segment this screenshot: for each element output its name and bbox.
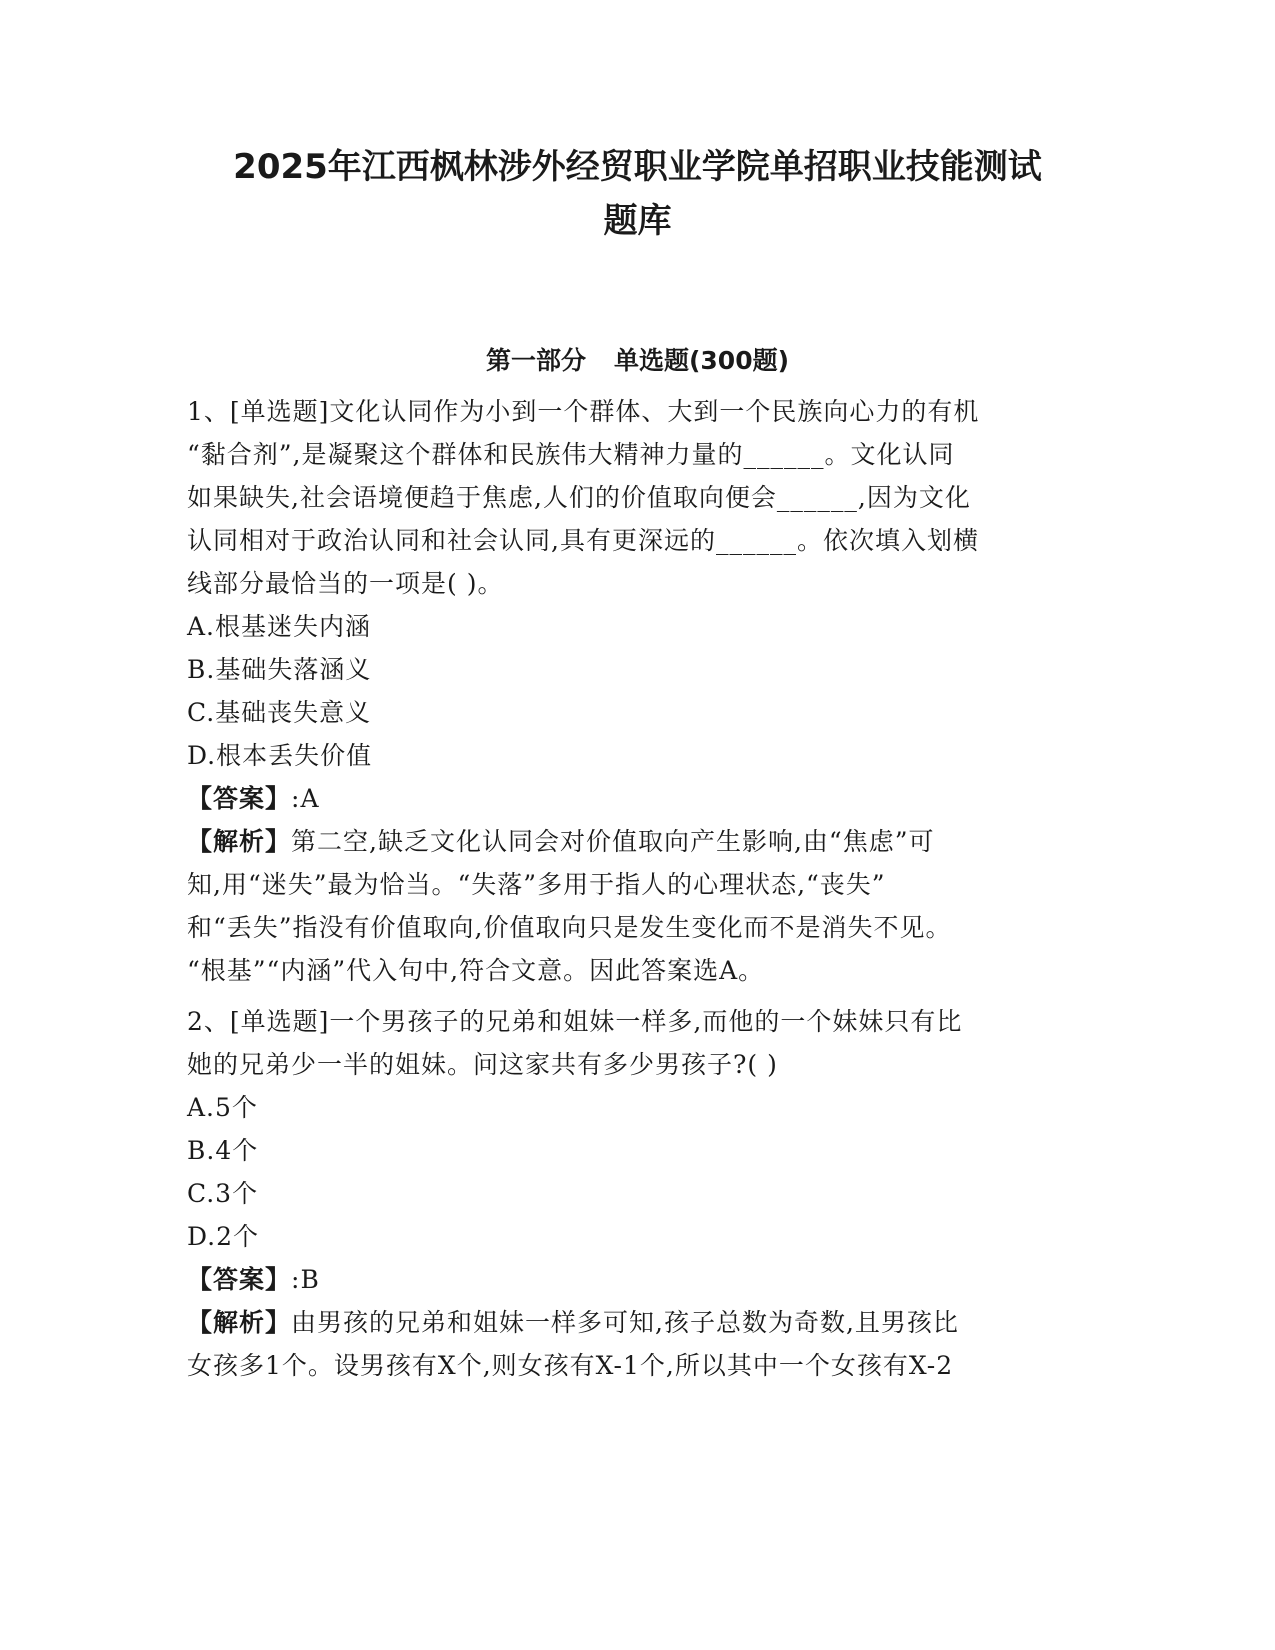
question-1-option-b: B.基础失落涵义 <box>187 655 372 684</box>
question-1-analysis-line: 和“丢失”指没有价值取向,价值取向只是发生变化而不是消失不见。 <box>187 913 952 942</box>
question-1-stem-line: 如果缺失,社会语境便趋于焦虑,人们的价值取向便会______,因为文化 <box>187 483 971 512</box>
question-1-analysis-line <box>187 820 1087 863</box>
answer-label: 【答案】 <box>187 1265 292 1294</box>
answer-value: :A <box>291 784 320 813</box>
question-1-option-d: D.根本丢失价值 <box>187 741 373 770</box>
question-1-analysis-line: 知,用“迷失”最为恰当。“失落”多用于指人的心理状态,“丧失” <box>187 870 886 899</box>
question-2-option-d: D.2个 <box>187 1222 260 1251</box>
question-1-stem-line: 1、[单选题]文化认同作为小到一个群体、大到一个民族向心力的有机 <box>187 397 980 426</box>
question-2-answer <box>187 1258 1087 1301</box>
question-2-analysis-line <box>187 1301 1087 1344</box>
analysis-label: 【解析】 <box>187 1308 292 1337</box>
question-2-analysis-line: 女孩多1个。设男孩有X个,则女孩有X-1个,所以其中一个女孩有X-2 <box>187 1351 954 1380</box>
section-heading <box>150 344 1125 378</box>
question-2-stem-line: 2、[单选题]一个男孩子的兄弟和姐妹一样多,而他的一个妹妹只有比 <box>187 1007 963 1036</box>
question-1-option-c: C.基础丧失意义 <box>187 698 372 727</box>
document-title-line-2: 题库 <box>603 201 672 241</box>
question-2-option-c: C.3个 <box>187 1179 259 1208</box>
question-1-stem-line: 认同相对于政治认同和社会认同,具有更深远的______。依次填入划横 <box>187 526 979 555</box>
question-1-stem-line: 线部分最恰当的一项是( )。 <box>187 569 504 598</box>
section-part-label: 第一部分 <box>485 346 586 375</box>
answer-label: 【答案】 <box>187 784 292 813</box>
analysis-text: 由男孩的兄弟和姐妹一样多可知,孩子总数为奇数,且男孩比 <box>291 1308 959 1337</box>
document-title <box>150 140 1125 248</box>
question-1-analysis-line: “根基”“内涵”代入句中,符合文意。因此答案选A。 <box>187 956 765 985</box>
answer-value: :B <box>291 1265 320 1294</box>
question-1-answer <box>187 777 1087 820</box>
question-2-option-a: A.5个 <box>187 1093 258 1122</box>
document-title-line-1: 2025年江西枫林涉外经贸职业学院单招职业技能测试 <box>233 147 1042 187</box>
question-1-option-a: A.根基迷失内涵 <box>187 612 372 641</box>
question-2-stem-line: 她的兄弟少一半的姐妹。问这家共有多少男孩子?( ) <box>187 1050 778 1079</box>
analysis-text: 第二空,缺乏文化认同会对价值取向产生影响,由“焦虑”可 <box>291 827 935 856</box>
analysis-label: 【解析】 <box>187 827 292 856</box>
question-2 <box>187 1000 1087 1387</box>
question-1 <box>187 390 1087 992</box>
question-1-stem-line: “黏合剂”,是凝聚这个群体和民族伟大精神力量的______。文化认同 <box>187 440 955 469</box>
question-2-option-b: B.4个 <box>187 1136 259 1165</box>
section-name-label: 单选题(300题) <box>613 346 790 375</box>
